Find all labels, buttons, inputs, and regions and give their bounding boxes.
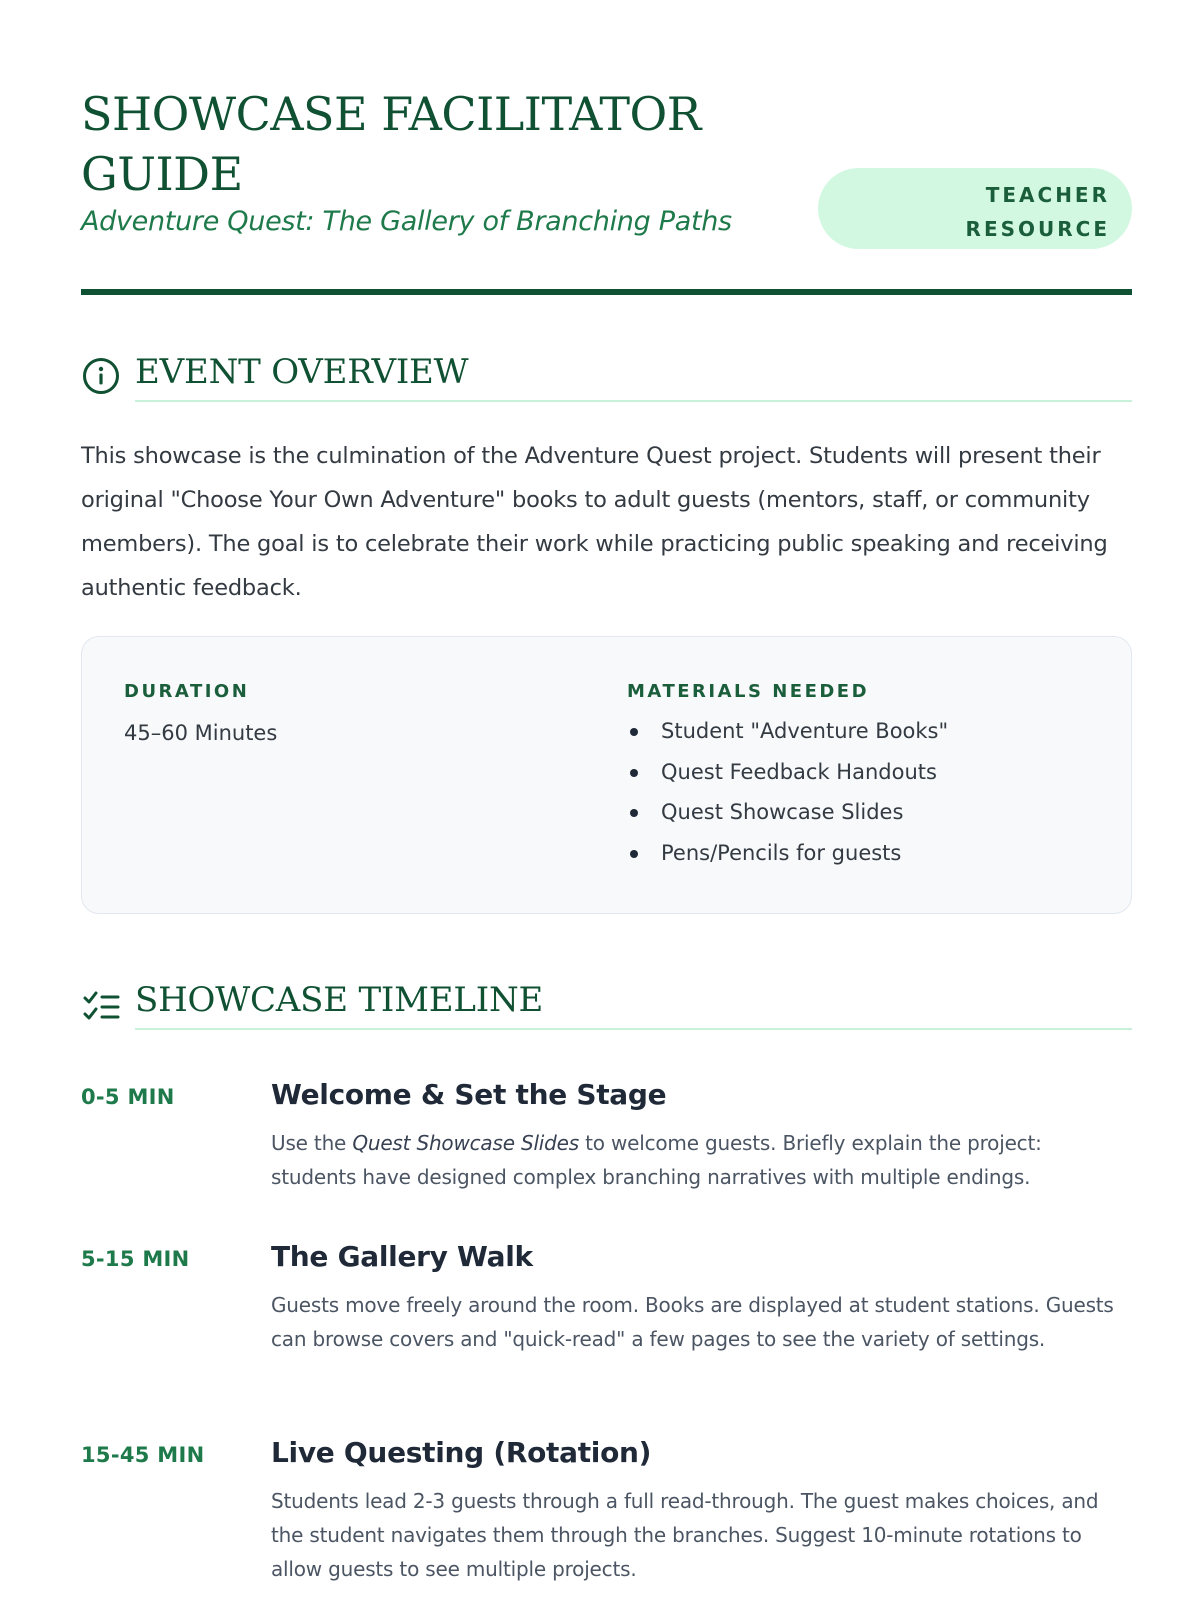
material-text: Student "Adventure Books" — [661, 719, 949, 743]
timeline-section-title: SHOWCASE TIMELINE — [135, 980, 544, 1020]
overview-paragraph: This showcase is the culmination of the Adventure Quest project. Students will present their original "Choose Your Own Adventure" books to adult guests (mentors, staff, or community members). The goal is to celebrate their work while practicing public speaking and receiving authentic feedback. — [81, 443, 1108, 601]
overview-section-rule — [135, 400, 1132, 402]
list-item — [627, 798, 948, 839]
event-info-card — [81, 636, 1132, 914]
timeline-description: Students lead 2-3 guests through a full read-through. The guest makes choices, and the student navigates them through the branches. Suggest 10-minute rotations to allow guests to see multiple projects. — [271, 1489, 1099, 1581]
bullet-icon — [630, 769, 638, 777]
timeline-time: 5-15 MIN — [81, 1247, 190, 1271]
materials-label: MATERIALS NEEDED — [627, 681, 870, 702]
timeline-time: 15-45 MIN — [81, 1443, 205, 1467]
timeline-title: The Gallery Walk — [271, 1240, 533, 1273]
teacher-resource-badge — [818, 168, 1132, 249]
bullet-icon — [630, 728, 638, 736]
info-circle-icon — [81, 356, 121, 396]
duration-label: DURATION — [124, 681, 250, 702]
page-subtitle: Adventure Quest: The Gallery of Branching Paths — [81, 206, 732, 237]
bullet-icon — [630, 809, 638, 817]
overview-section-title: EVENT OVERVIEW — [135, 352, 469, 392]
list-item — [627, 758, 948, 799]
timeline-title: Live Questing (Rotation) — [271, 1436, 652, 1469]
material-text: Quest Showcase Slides — [661, 800, 904, 824]
desc-text: to welcome guests. Briefly explain the project: students have designed complex branching narratives with multiple endings. — [271, 1131, 1042, 1189]
timeline-description — [271, 1126, 1131, 1194]
materials-list — [627, 717, 948, 879]
timeline-description: Guests move freely around the room. Books are displayed at student stations. Guests can browse covers and "quick-read" a few pages to see the variety of settings. — [271, 1293, 1114, 1351]
timeline-section-rule — [135, 1028, 1132, 1030]
slides-reference: Quest Showcase Slides — [352, 1131, 579, 1155]
material-text: Pens/Pencils for guests — [661, 840, 902, 865]
badge-line-2: RESOURCE — [965, 217, 1110, 241]
list-item — [627, 839, 948, 880]
checklist-icon — [81, 988, 121, 1028]
desc-text: Use the — [271, 1131, 353, 1155]
timeline-time: 0-5 MIN — [81, 1085, 175, 1109]
page-title: SHOWCASE FACILITATOR GUIDE — [81, 87, 701, 201]
timeline-title: Welcome & Set the Stage — [271, 1078, 667, 1111]
list-item — [627, 717, 948, 758]
badge-line-1: TEACHER — [985, 183, 1110, 207]
material-text: Quest Feedback Handouts — [661, 759, 937, 784]
bullet-icon — [630, 850, 638, 858]
duration-value: 45–60 Minutes — [124, 721, 278, 745]
header-divider — [81, 289, 1132, 295]
